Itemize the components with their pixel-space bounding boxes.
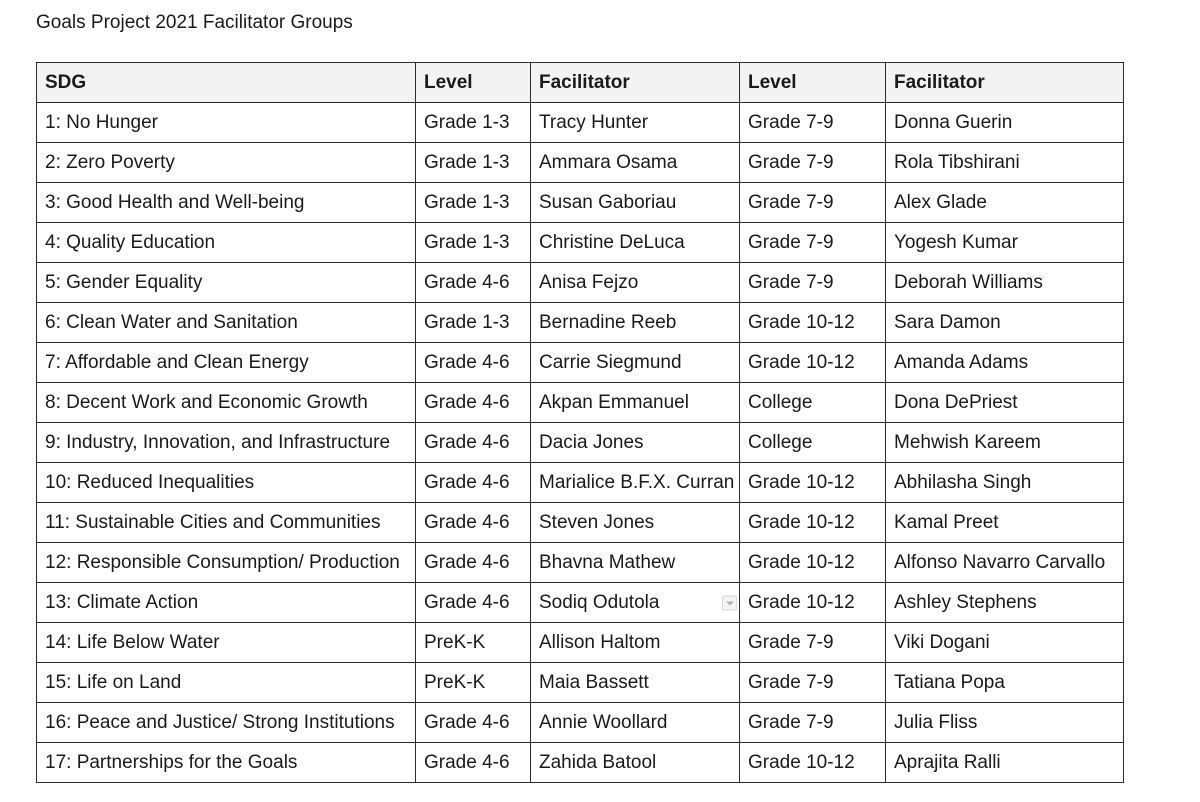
level-cell-2[interactable]: Grade 7-9	[740, 103, 886, 143]
table-row	[37, 743, 1124, 783]
sdg-cell[interactable]: 16: Peace and Justice/ Strong Institutions	[37, 703, 416, 743]
facilitator-cell-2[interactable]: Tatiana Popa	[886, 663, 1124, 703]
facilitator-cell[interactable]: Akpan Emmanuel	[531, 383, 740, 423]
table-row	[37, 463, 1124, 503]
chevron-down-icon[interactable]	[722, 595, 737, 610]
facilitator-cell-2[interactable]: Viki Dogani	[886, 623, 1124, 663]
table-row	[37, 263, 1124, 303]
facilitator-cell[interactable]	[531, 583, 740, 623]
facilitator-cell-2[interactable]: Yogesh Kumar	[886, 223, 1124, 263]
facilitator-cell-2[interactable]: Mehwish Kareem	[886, 423, 1124, 463]
facilitator-cell[interactable]: Christine DeLuca	[531, 223, 740, 263]
table-row	[37, 503, 1124, 543]
facilitator-cell[interactable]: Steven Jones	[531, 503, 740, 543]
sdg-cell[interactable]: 12: Responsible Consumption/ Production	[37, 543, 416, 583]
facilitator-cell[interactable]: Annie Woollard	[531, 703, 740, 743]
facilitator-cell[interactable]: Susan Gaboriau	[531, 183, 740, 223]
table-row	[37, 703, 1124, 743]
level-cell-2[interactable]: Grade 10-12	[740, 543, 886, 583]
table-row	[37, 543, 1124, 583]
facilitator-groups-table	[36, 62, 1124, 783]
sdg-cell[interactable]: 2: Zero Poverty	[37, 143, 416, 183]
level-cell-2[interactable]: Grade 7-9	[740, 183, 886, 223]
table-row	[37, 303, 1124, 343]
table-row	[37, 343, 1124, 383]
level-cell-2[interactable]: Grade 10-12	[740, 463, 886, 503]
sdg-cell[interactable]: 15: Life on Land	[37, 663, 416, 703]
facilitator-cell[interactable]: Tracy Hunter	[531, 103, 740, 143]
level-cell[interactable]: Grade 1-3	[416, 183, 531, 223]
level-cell-2[interactable]: Grade 10-12	[740, 343, 886, 383]
facilitator-cell-2[interactable]: Deborah Williams	[886, 263, 1124, 303]
facilitator-cell-2[interactable]: Alex Glade	[886, 183, 1124, 223]
facilitator-cell-2[interactable]: Aprajita Ralli	[886, 743, 1124, 783]
sdg-cell[interactable]: 9: Industry, Innovation, and Infrastructure	[37, 423, 416, 463]
sdg-cell[interactable]: 5: Gender Equality	[37, 263, 416, 303]
facilitator-cell[interactable]: Zahida Batool	[531, 743, 740, 783]
level-cell[interactable]: Grade 4-6	[416, 703, 531, 743]
facilitator-cell-2[interactable]: Sara Damon	[886, 303, 1124, 343]
sdg-cell[interactable]: 10: Reduced Inequalities	[37, 463, 416, 503]
header-facilitator-2[interactable]: Facilitator	[886, 63, 1124, 103]
level-cell[interactable]: Grade 1-3	[416, 303, 531, 343]
sdg-cell[interactable]: 7: Affordable and Clean Energy	[37, 343, 416, 383]
header-sdg[interactable]: SDG	[37, 63, 416, 103]
facilitator-cell[interactable]: Marialice B.F.X. Curran	[531, 463, 740, 503]
level-cell[interactable]: Grade 4-6	[416, 503, 531, 543]
table-row	[37, 583, 1124, 623]
facilitator-cell[interactable]: Ammara Osama	[531, 143, 740, 183]
level-cell[interactable]: PreK-K	[416, 623, 531, 663]
level-cell-2[interactable]: Grade 7-9	[740, 263, 886, 303]
table-row	[37, 423, 1124, 463]
table-row	[37, 103, 1124, 143]
sdg-cell[interactable]: 3: Good Health and Well-being	[37, 183, 416, 223]
sdg-cell[interactable]: 13: Climate Action	[37, 583, 416, 623]
header-row	[37, 63, 1124, 103]
level-cell[interactable]: Grade 4-6	[416, 263, 531, 303]
facilitator-cell[interactable]: Carrie Siegmund	[531, 343, 740, 383]
level-cell[interactable]: Grade 4-6	[416, 583, 531, 623]
facilitator-cell[interactable]: Bhavna Mathew	[531, 543, 740, 583]
facilitator-cell-2[interactable]: Rola Tibshirani	[886, 143, 1124, 183]
facilitator-cell-2[interactable]: Dona DePriest	[886, 383, 1124, 423]
facilitator-cell-2[interactable]: Kamal Preet	[886, 503, 1124, 543]
facilitator-cell-2[interactable]: Alfonso Navarro Carvallo	[886, 543, 1124, 583]
table-row	[37, 663, 1124, 703]
sdg-cell[interactable]: 1: No Hunger	[37, 103, 416, 143]
level-cell[interactable]: Grade 4-6	[416, 543, 531, 583]
level-cell-2[interactable]: College	[740, 423, 886, 463]
facilitator-cell-2[interactable]: Abhilasha Singh	[886, 463, 1124, 503]
table-row	[37, 143, 1124, 183]
facilitator-cell[interactable]: Allison Haltom	[531, 623, 740, 663]
sdg-cell[interactable]: 4: Quality Education	[37, 223, 416, 263]
sdg-cell[interactable]: 11: Sustainable Cities and Communities	[37, 503, 416, 543]
level-cell-2[interactable]: Grade 10-12	[740, 583, 886, 623]
level-cell-2[interactable]: Grade 7-9	[740, 223, 886, 263]
level-cell[interactable]: Grade 4-6	[416, 463, 531, 503]
facilitator-cell[interactable]: Maia Bassett	[531, 663, 740, 703]
facilitator-cell-2[interactable]: Donna Guerin	[886, 103, 1124, 143]
level-cell-2[interactable]: Grade 7-9	[740, 703, 886, 743]
level-cell-2[interactable]: College	[740, 383, 886, 423]
level-cell[interactable]: Grade 4-6	[416, 383, 531, 423]
facilitator-cell[interactable]: Dacia Jones	[531, 423, 740, 463]
facilitator-cell-2[interactable]: Ashley Stephens	[886, 583, 1124, 623]
level-cell[interactable]: Grade 4-6	[416, 423, 531, 463]
facilitator-cell-2[interactable]: Amanda Adams	[886, 343, 1124, 383]
level-cell[interactable]: Grade 4-6	[416, 743, 531, 783]
sdg-cell[interactable]: 6: Clean Water and Sanitation	[37, 303, 416, 343]
header-level-2[interactable]: Level	[740, 63, 886, 103]
header-level[interactable]: Level	[416, 63, 531, 103]
level-cell-2[interactable]: Grade 7-9	[740, 143, 886, 183]
level-cell[interactable]: Grade 1-3	[416, 143, 531, 183]
level-cell-2[interactable]: Grade 10-12	[740, 303, 886, 343]
level-cell[interactable]: PreK-K	[416, 663, 531, 703]
level-cell-2[interactable]: Grade 7-9	[740, 663, 886, 703]
page-title: Goals Project 2021 Facilitator Groups	[36, 12, 353, 33]
table-row	[37, 223, 1124, 263]
facilitator-cell-2[interactable]: Julia Fliss	[886, 703, 1124, 743]
table-row	[37, 383, 1124, 423]
level-cell-2[interactable]: Grade 7-9	[740, 623, 886, 663]
level-cell[interactable]: Grade 4-6	[416, 343, 531, 383]
level-cell[interactable]: Grade 1-3	[416, 223, 531, 263]
level-cell-2[interactable]: Grade 10-12	[740, 503, 886, 543]
sdg-cell[interactable]: 8: Decent Work and Economic Growth	[37, 383, 416, 423]
sdg-cell[interactable]: 14: Life Below Water	[37, 623, 416, 663]
facilitator-name: Sodiq Odutola	[539, 591, 660, 613]
sdg-cell[interactable]: 17: Partnerships for the Goals	[37, 743, 416, 783]
facilitator-cell[interactable]: Anisa Fejzo	[531, 263, 740, 303]
table-row	[37, 623, 1124, 663]
table-row	[37, 183, 1124, 223]
level-cell-2[interactable]: Grade 10-12	[740, 743, 886, 783]
level-cell[interactable]: Grade 1-3	[416, 103, 531, 143]
facilitator-cell[interactable]: Bernadine Reeb	[531, 303, 740, 343]
header-facilitator[interactable]: Facilitator	[531, 63, 740, 103]
